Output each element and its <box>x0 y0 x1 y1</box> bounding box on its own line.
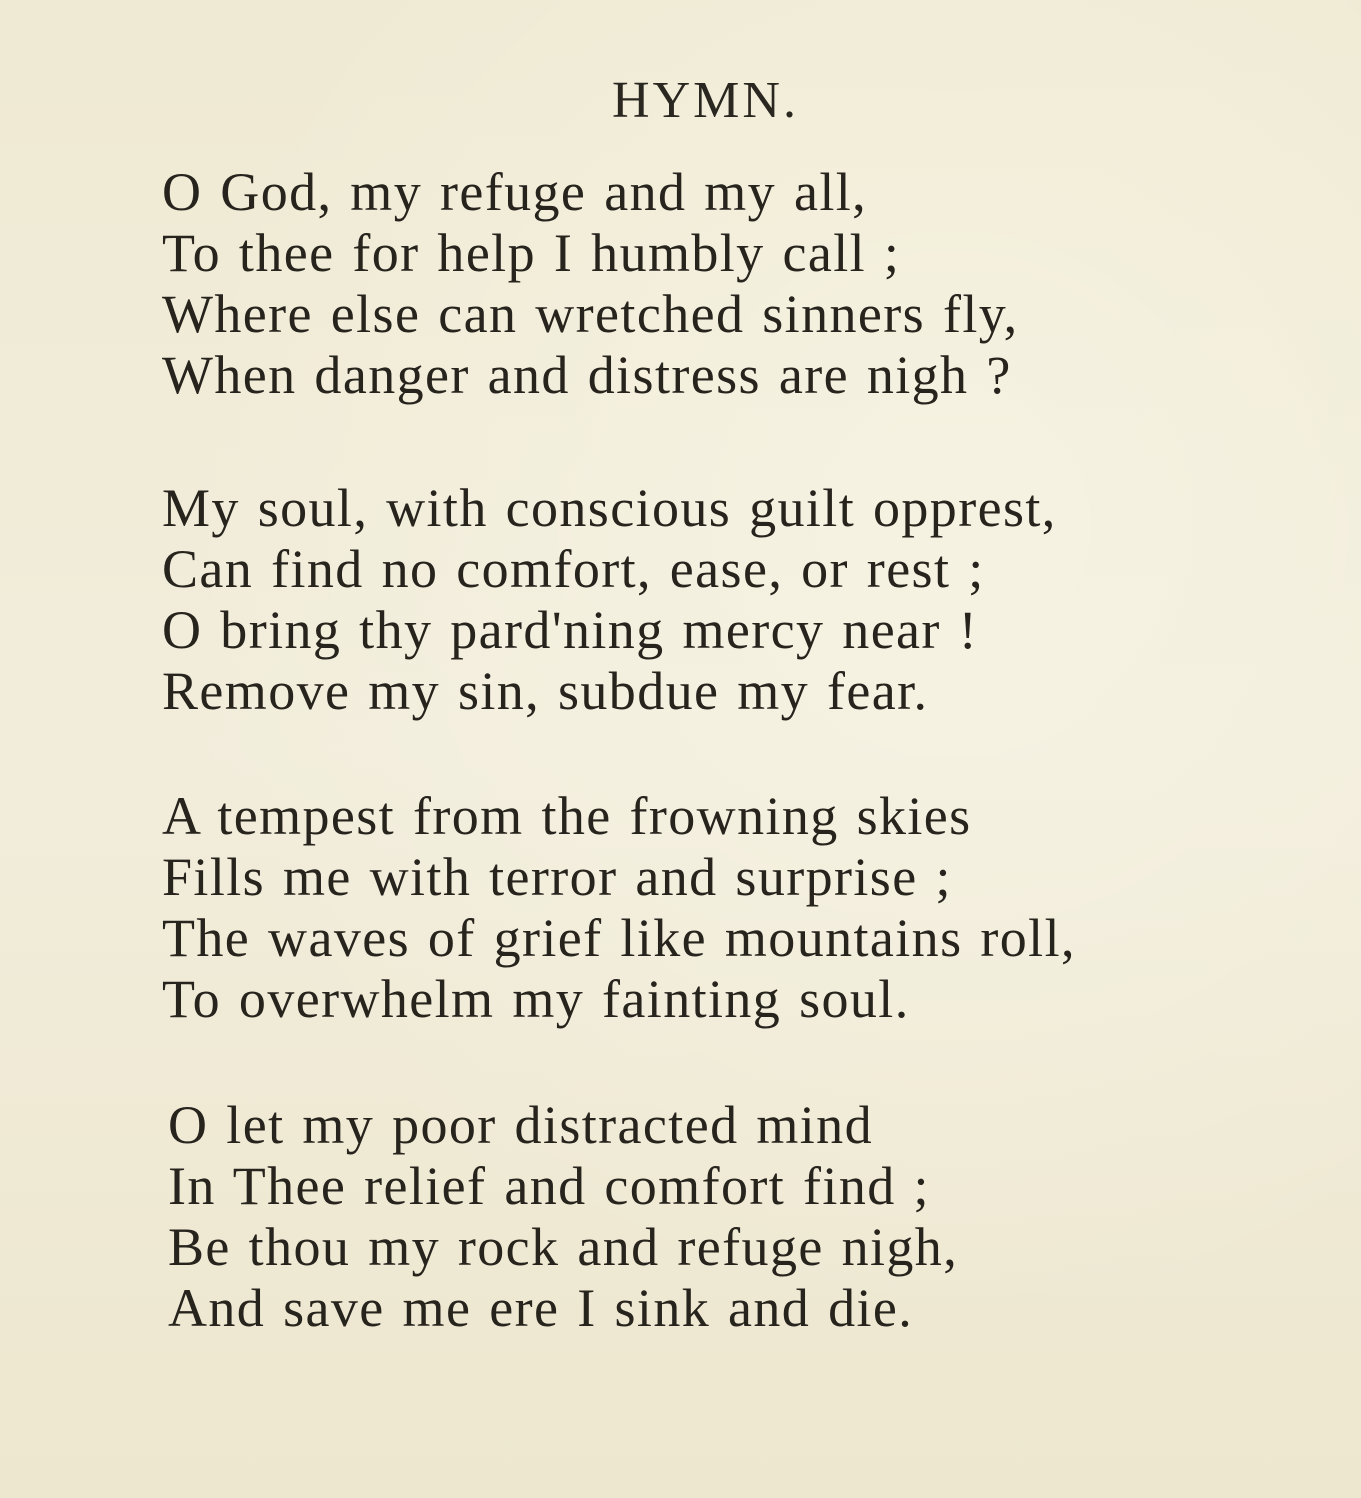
verse-line: Where else can wretched sinners fly, <box>162 284 1019 344</box>
stanza-3 <box>162 786 1342 1030</box>
verse-line: O God, my refuge and my all, <box>162 162 868 222</box>
stanza-2 <box>162 478 1342 722</box>
stanza-1 <box>162 162 1342 406</box>
verse-line: O let my poor distracted mind <box>168 1095 873 1155</box>
verse-line: To thee for help I humbly call ; <box>162 223 901 283</box>
verse-line: Can find no comfort, ease, or rest ; <box>162 539 985 599</box>
verse-line: A tempest from the frowning skies <box>162 786 972 846</box>
verse-line: Remove my sin, subdue my fear. <box>162 661 929 721</box>
verse-line: When danger and distress are nigh ? <box>162 345 1012 405</box>
verse-line: And save me ere I sink and die. <box>168 1278 914 1338</box>
verse-line: To overwhelm my fainting soul. <box>162 969 910 1029</box>
verse-line: O bring thy pard'ning mercy near ! <box>162 600 979 660</box>
page-title: HYMN. <box>612 72 799 129</box>
verse-line: In Thee relief and comfort find ; <box>168 1156 930 1216</box>
verse-line: Be thou my rock and refuge nigh, <box>168 1217 959 1277</box>
stanza-4 <box>168 1095 1348 1339</box>
verse-line: Fills me with terror and surprise ; <box>162 847 952 907</box>
verse-line: My soul, with conscious guilt opprest, <box>162 478 1057 538</box>
verse-line: The waves of grief like mountains roll, <box>162 908 1076 968</box>
